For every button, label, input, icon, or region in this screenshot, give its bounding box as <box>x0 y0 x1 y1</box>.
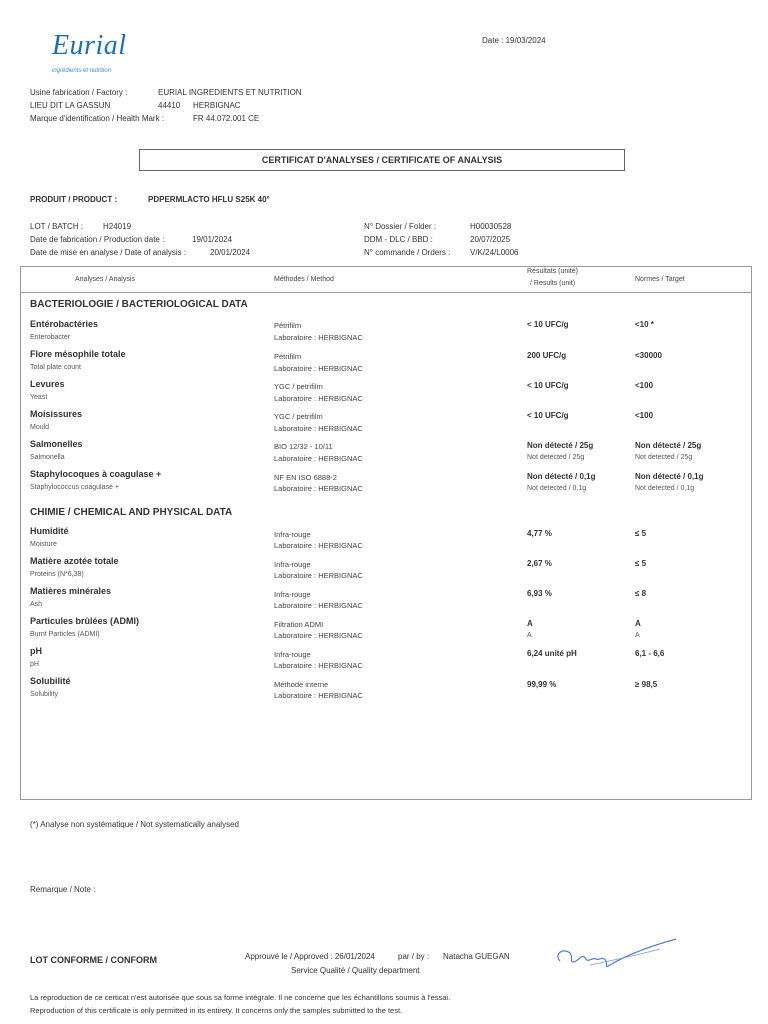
section-title-bacteriology: BACTERIOLOGIE / BACTERIOLOGICAL DATA <box>30 299 248 310</box>
row-result: 6,93 % <box>527 589 552 598</box>
row-analysis-fr: Solubilité <box>30 676 71 686</box>
row-target: <100 <box>635 411 654 420</box>
address-city: HERBIGNAC <box>193 101 241 110</box>
row-target: 6,1 - 6,6 <box>635 649 665 658</box>
row-laboratory: Laboratoire : HERBIGNAC <box>274 691 363 700</box>
column-target: Normes / Target <box>635 276 685 283</box>
health-mark-value: FR 44.072.001 CE <box>193 114 260 123</box>
row-analysis-en: pH <box>30 661 39 668</box>
row-analysis-en: Solubility <box>30 691 59 698</box>
row-laboratory: Laboratoire : HERBIGNAC <box>274 541 363 550</box>
table-header-divider <box>20 292 752 293</box>
row-method: YGC / petrifilm <box>274 412 323 421</box>
health-mark-label: Marque d'identification / Health Mark : <box>30 114 165 123</box>
row-result: < 10 UFC/g <box>527 411 569 420</box>
address-line: LIEU DIT LA GASSUN <box>30 101 111 110</box>
bbd-label: DDM - DLC / BBD : <box>364 235 433 244</box>
row-laboratory: Laboratoire : HERBIGNAC <box>274 631 363 640</box>
row-result: 2,67 % <box>527 559 552 568</box>
analysis-date-label: Date de mise en analyse / Date of analysis : <box>30 248 187 257</box>
approver-name: Natacha GUEGAN <box>443 952 510 961</box>
row-analysis-fr: Humidité <box>30 526 69 536</box>
row-analysis-en: Mould <box>30 424 50 431</box>
folder-value: H00030528 <box>470 222 512 231</box>
row-result-en: A <box>527 632 532 639</box>
row-method: BIO 12/32 - 10/11 <box>274 442 333 451</box>
row-result: < 10 UFC/g <box>527 381 569 390</box>
row-analysis-fr: Salmonelles <box>30 439 83 449</box>
row-analysis-en: Burnt Particles (ADMI) <box>30 631 100 638</box>
row-result: 99,99 % <box>527 680 557 689</box>
row-target: <30000 <box>635 351 662 360</box>
analysis-date-value: 20/01/2024 <box>210 248 251 257</box>
row-method: Infra-rouge <box>274 530 311 539</box>
row-target: ≥ 98,5 <box>635 680 658 689</box>
row-target: <100 <box>635 381 654 390</box>
remark-label: Remarque / Note : <box>30 885 96 894</box>
row-analysis-en: Staphylococcus coagulase + <box>30 484 119 491</box>
signature <box>550 935 680 980</box>
certificate-title: CERTIFICAT D'ANALYSES / CERTIFICATE OF ANALYSIS <box>139 149 625 171</box>
reproduction-note-en: Reproduction of this certificate is only permitted in its entirety. It concerns only the samples submitted to the test. <box>30 1006 403 1015</box>
row-target: Non détecté / 25g <box>635 441 702 450</box>
quality-department: Service Qualité / Quality department <box>291 966 420 975</box>
row-analysis-en: Enterobacter <box>30 334 71 341</box>
row-target: A <box>635 619 641 628</box>
approval-date: Approuvé le / Approved : 26/01/2024 <box>245 952 375 961</box>
row-laboratory: Laboratoire : HERBIGNAC <box>274 454 363 463</box>
column-results-line1: Résultats (unité) <box>527 268 578 275</box>
folder-label: N° Dossier / Folder : <box>364 222 437 231</box>
row-laboratory: Laboratoire : HERBIGNAC <box>274 424 363 433</box>
column-results-line2: / Results (unit) <box>530 280 576 287</box>
row-analysis-fr: Matières minérales <box>30 586 112 596</box>
row-analysis-fr: Entérobactéries <box>30 319 99 329</box>
row-result-en: Not detected / 25g <box>527 454 585 461</box>
systematic-note: (*) Analyse non systématique / Not systematically analysed <box>30 820 239 829</box>
row-result: Non détecté / 25g <box>527 441 594 450</box>
orders-label: N° commande / Orders : <box>364 248 451 257</box>
signature-icon <box>550 935 680 975</box>
address-zip: 44410 <box>158 101 181 110</box>
row-laboratory: Laboratoire : HERBIGNAC <box>274 394 363 403</box>
reproduction-note-fr: La reproduction de ce certicat n'est autorisée que sous sa forme intégrale. Il ne concerne que les échantillons soumis à l'essai. <box>30 993 451 1002</box>
row-analysis-en: Ash <box>30 601 43 608</box>
row-method: Méthode interne <box>274 680 329 689</box>
logo-tagline: ingrédients et nutrition <box>52 68 112 74</box>
company-logo: Eurial <box>52 30 127 61</box>
row-method: Pétrifilm <box>274 321 302 330</box>
product-label: PRODUIT / PRODUCT : <box>30 195 118 204</box>
row-analysis-fr: Matière azotée totale <box>30 556 119 566</box>
production-date-value: 19/01/2024 <box>192 235 233 244</box>
column-analysis: Analyses / Analysis <box>75 276 135 283</box>
row-target: ≤ 5 <box>635 529 647 538</box>
row-analysis-fr: Particules brûlées (ADMI) <box>30 616 140 626</box>
row-analysis-fr: Moisissures <box>30 409 83 419</box>
factory-label: Usine fabrication / Factory : <box>30 88 128 97</box>
factory-value: EURIAL INGREDIENTS ET NUTRITION <box>158 88 302 97</box>
row-result: 4,77 % <box>527 529 552 538</box>
bbd-value: 20/07/2025 <box>470 235 511 244</box>
row-analysis-fr: pH <box>30 646 42 656</box>
row-result: Non détecté / 0,1g <box>527 472 596 481</box>
approved-by-label: par / by : <box>398 952 430 961</box>
row-method: YGC / petrifilm <box>274 382 323 391</box>
lot-label: LOT / BATCH : <box>30 222 84 231</box>
row-laboratory: Laboratoire : HERBIGNAC <box>274 601 363 610</box>
row-laboratory: Laboratoire : HERBIGNAC <box>274 571 363 580</box>
lot-value: H24019 <box>103 222 132 231</box>
row-analysis-fr: Flore mésophile totale <box>30 349 126 359</box>
row-laboratory: Laboratoire : HERBIGNAC <box>274 364 363 373</box>
row-result-en: Not detected / 0,1g <box>527 485 587 492</box>
row-result: 6,24 unité pH <box>527 649 577 658</box>
row-laboratory: Laboratoire : HERBIGNAC <box>274 484 363 493</box>
row-target-en: Not detected / 25g <box>635 454 693 461</box>
row-target: ≤ 5 <box>635 559 647 568</box>
row-laboratory: Laboratoire : HERBIGNAC <box>274 661 363 670</box>
row-target: <10 * <box>635 320 654 329</box>
column-method: Méthodes / Method <box>274 276 334 283</box>
product-value: PDPERMLACTO HFLU S25K 40° <box>148 195 270 204</box>
row-result: < 10 UFC/g <box>527 320 569 329</box>
row-method: Infra-rouge <box>274 590 311 599</box>
row-result: A <box>527 619 533 628</box>
row-target: Non détecté / 0,1g <box>635 472 704 481</box>
row-target: ≤ 8 <box>635 589 647 598</box>
row-method: Pétrifilm <box>274 352 302 361</box>
row-analysis-fr: Levures <box>30 379 65 389</box>
row-target-en: A <box>635 632 640 639</box>
row-target-en: Not detected / 0,1g <box>635 485 695 492</box>
row-analysis-en: Salmonella <box>30 454 65 461</box>
row-method: Filtration ADMI <box>274 620 324 629</box>
row-method: Infra-rouge <box>274 650 311 659</box>
row-analysis-en: Total plate count <box>30 364 81 371</box>
lot-conform: LOT CONFORME / CONFORM <box>30 955 157 965</box>
production-date-label: Date de fabrication / Production date : <box>30 235 165 244</box>
row-method: NF EN ISO 6888-2 <box>274 473 337 482</box>
row-analysis-en: Yeast <box>30 394 48 401</box>
row-laboratory: Laboratoire : HERBIGNAC <box>274 333 363 342</box>
section-title-chemistry: CHIMIE / CHEMICAL AND PHYSICAL DATA <box>30 507 233 518</box>
row-result: 200 UFC/g <box>527 351 567 360</box>
row-method: Infra-rouge <box>274 560 311 569</box>
orders-value: V/K/24/L0006 <box>470 248 519 257</box>
row-analysis-en: Proteins (N*6,38) <box>30 571 84 578</box>
row-analysis-fr: Staphylocoques à coagulase + <box>30 469 162 479</box>
row-analysis-en: Moisture <box>30 541 57 548</box>
document-date: Date : 19/03/2024 <box>482 36 546 45</box>
